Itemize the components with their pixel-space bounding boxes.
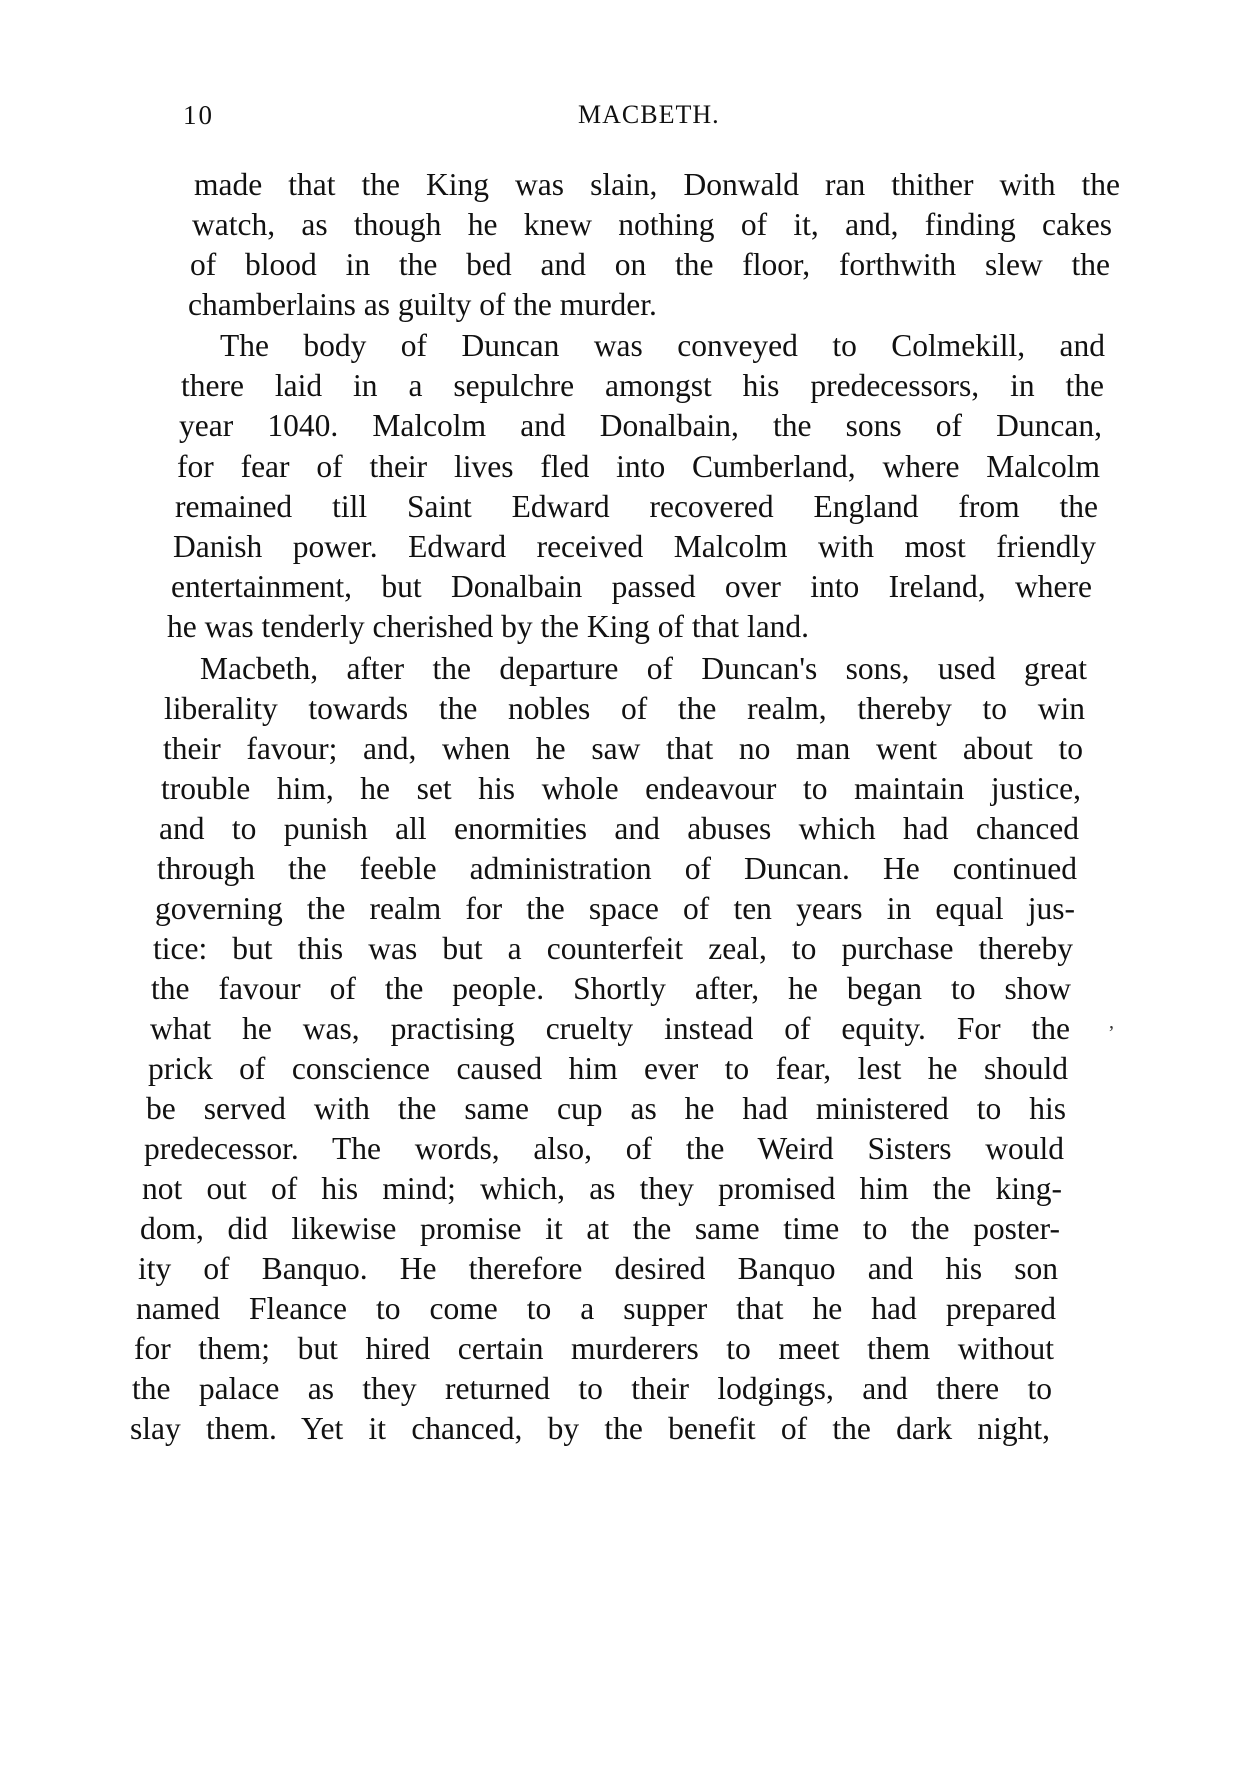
text-line: trouble him, he set his whole endeavour to maintain justice, bbox=[161, 771, 1081, 806]
text-line: The body of Duncan was conveyed to Colmekill, and bbox=[220, 328, 1105, 363]
text-line: what he was, practising cruelty instead of equity. For the bbox=[150, 1011, 1070, 1046]
text-line: tice: but this was but a counterfeit zeal, to purchase thereby bbox=[153, 931, 1073, 966]
text-line: the favour of the people. Shortly after, he began to show bbox=[151, 971, 1071, 1006]
text-line: their favour; and, when he saw that no man went about to bbox=[163, 731, 1083, 766]
text-line: be served with the same cup as he had ministered to his bbox=[146, 1091, 1066, 1126]
text-line: ity of Banquo. He therefore desired Banquo and his son bbox=[138, 1251, 1058, 1286]
text-line: watch, as though he knew nothing of it, and, finding cakes bbox=[192, 207, 1112, 242]
text-line: dom, did likewise promise it at the same time to the poster- bbox=[140, 1211, 1060, 1246]
text-line: predecessor. The words, also, of the Weird Sisters would bbox=[144, 1131, 1064, 1166]
text-line: he was tenderly cherished by the King of that land. bbox=[167, 609, 810, 644]
text-line: prick of conscience caused him ever to fear, lest he should bbox=[148, 1051, 1068, 1086]
text-line: named Fleance to come to a supper that he had prepared bbox=[136, 1291, 1056, 1326]
text-line: for fear of their lives fled into Cumberland, where Malcolm bbox=[177, 449, 1100, 484]
text-line: remained till Saint Edward recovered England from the bbox=[175, 489, 1098, 524]
running-title: MACBETH. bbox=[578, 100, 720, 129]
text-line: not out of his mind; which, as they promised him the king- bbox=[142, 1171, 1062, 1206]
text-line: the palace as they returned to their lodgings, and there to bbox=[132, 1371, 1052, 1406]
text-line: chamberlains as guilty of the murder. bbox=[188, 287, 657, 322]
text-line: and to punish all enormities and abuses which had chanced bbox=[159, 811, 1079, 846]
text-line: of blood in the bed and on the floor, forthwith slew the bbox=[190, 247, 1110, 282]
text-line: slay them. Yet it chanced, by the benefit of the dark night, bbox=[130, 1411, 1050, 1446]
text-line: liberality towards the nobles of the realm, thereby to win bbox=[164, 691, 1085, 726]
margin-mark: ’ bbox=[1108, 1022, 1115, 1044]
text-line: governing the realm for the space of ten years in equal jus- bbox=[155, 891, 1075, 926]
page-number: 10 bbox=[183, 100, 214, 130]
text-line: made that the King was slain, Donwald ran thither with the bbox=[194, 167, 1120, 202]
text-line: through the feeble administration of Duncan. He continued bbox=[157, 851, 1077, 886]
text-line: year 1040. Malcolm and Donalbain, the sons of Duncan, bbox=[179, 408, 1102, 443]
text-line: entertainment, but Donalbain passed over into Ireland, where bbox=[171, 569, 1092, 604]
page-header bbox=[0, 100, 1259, 140]
text-line: Danish power. Edward received Malcolm with most friendly bbox=[173, 529, 1096, 564]
text-line: for them; but hired certain murderers to meet them without bbox=[134, 1331, 1054, 1366]
text-line: Macbeth, after the departure of Duncan's sons, used great bbox=[200, 651, 1087, 686]
text-line: there laid in a sepulchre amongst his predecessors, in the bbox=[181, 368, 1104, 403]
